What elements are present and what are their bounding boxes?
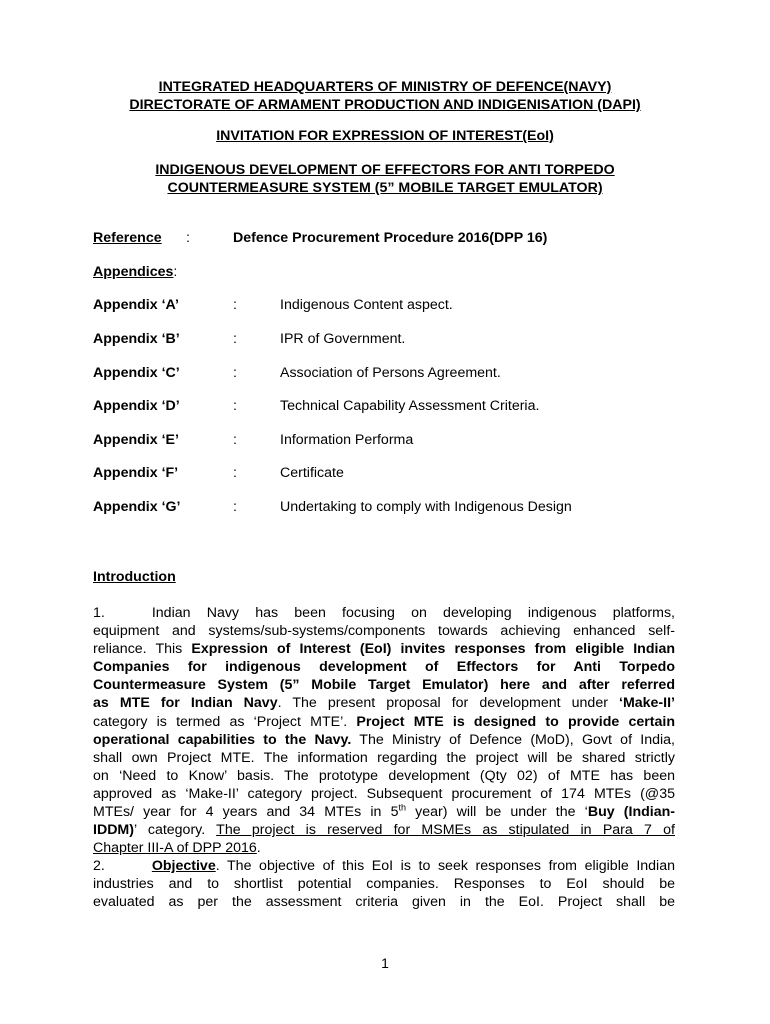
paragraph-line: reliance. This Expression of Interest (EoI) invites responses from eligible Indian — [93, 641, 675, 658]
paragraph-line: operational capabilities to the Navy. The Ministry of Defence (MoD), Govt of India, — [93, 731, 675, 748]
appendix-colon: : — [233, 398, 237, 414]
appendix-desc: IPR of Government. — [280, 331, 406, 347]
paragraph-line: 2. Objective. The objective of this EoI is to seek responses from eligible Indian — [93, 858, 675, 874]
appendix-name: Appendix ‘F’ — [93, 465, 179, 481]
introduction-heading: Introduction — [93, 569, 176, 585]
appendix-desc: Association of Persons Agreement. — [280, 365, 501, 381]
appendix-desc: Technical Capability Assessment Criteria. — [280, 398, 540, 414]
paragraph-line: approved as ‘Make-II’ category project. Subsequent procurement of 174 MTEs (@35 — [93, 785, 675, 802]
reference-value: Defence Procurement Procedure 2016(DPP 16) — [233, 230, 548, 246]
paragraph-number: 2. — [93, 858, 105, 874]
page-number: 1 — [381, 955, 389, 971]
paragraph-line: evaluated as per the assessment criteria given in the EoI. Project shall be — [93, 894, 675, 911]
header-line-2: DIRECTORATE OF ARMAMENT PRODUCTION AND INDIGENISATION (DAPI) — [129, 97, 641, 113]
appendix-colon: : — [233, 297, 237, 313]
paragraph-line: as MTE for Indian Navy. The present proposal for development under ‘Make-II’ — [93, 695, 675, 712]
appendix-name: Appendix ‘A’ — [93, 297, 179, 313]
paragraph-line: on ‘Need to Know’ basis. The prototype development (Qty 02) of MTE has been — [93, 767, 675, 784]
appendix-colon: : — [233, 331, 237, 347]
appendix-name: Appendix ‘B’ — [93, 331, 180, 347]
paragraph-line: category is termed as ‘Project MTE’. Project MTE is designed to provide certain — [93, 713, 675, 730]
appendix-desc: Certificate — [280, 465, 344, 481]
paragraph-line: shall own Project MTE. The information regarding the project will be shared strictly — [93, 749, 675, 766]
paragraph-number: 1. — [93, 605, 105, 621]
paragraph-line: 1. Indian Navy has been focusing on developing indigenous platforms, — [93, 605, 675, 621]
paragraph-line: Countermeasure System (5” Mobile Target Emulator) here and after referred — [93, 677, 675, 694]
appendices-colon: : — [173, 264, 178, 280]
paragraph-line: Chapter III-A of DPP 2016. — [93, 840, 261, 857]
paragraph-line: industries and to shortlist potential companies. Responses to EoI should be — [93, 876, 675, 893]
appendix-name: Appendix ‘C’ — [93, 365, 180, 381]
appendices-label: Appendices — [93, 264, 174, 280]
header-line-3: INVITATION FOR EXPRESSION OF INTEREST(EoI) — [216, 128, 554, 144]
header-line-4: INDIGENOUS DEVELOPMENT OF EFFECTORS FOR ANTI TORPEDO — [155, 162, 615, 178]
appendix-name: Appendix ‘G’ — [93, 499, 181, 515]
header-line-1: INTEGRATED HEADQUARTERS OF MINISTRY OF DEFENCE(NAVY) — [158, 79, 612, 95]
paragraph-line: IDDM)’ category. The project is reserved for MSMEs as stipulated in Para 7 of — [93, 822, 675, 839]
appendix-desc: Indigenous Content aspect. — [280, 297, 453, 313]
appendix-colon: : — [233, 432, 237, 448]
reference-colon: : — [186, 230, 190, 246]
paragraph-line: equipment and systems/sub-systems/components towards achieving enhanced self- — [93, 623, 675, 640]
appendix-colon: : — [233, 499, 237, 515]
reference-label: Reference — [93, 230, 162, 246]
appendices-heading — [93, 263, 177, 281]
appendix-name: Appendix ‘E’ — [93, 432, 179, 448]
paragraph-line: MTEs/ year for 4 years and 34 MTEs in 5th year) will be under the ‘Buy (Indian- — [93, 802, 675, 821]
appendix-colon: : — [233, 465, 237, 481]
objective-heading: Objective — [151, 858, 216, 874]
paragraph-2 — [93, 857, 675, 911]
appendix-desc: Undertaking to comply with Indigenous Design — [280, 499, 572, 515]
appendix-name: Appendix ‘D’ — [93, 398, 180, 414]
appendix-colon: : — [233, 365, 237, 381]
header-line-5: COUNTERMEASURE SYSTEM (5” MOBILE TARGET EMULATOR) — [167, 180, 603, 196]
paragraph-line: Companies for indigenous development of Effectors for Anti Torpedo — [93, 659, 675, 676]
appendix-desc: Information Performa — [280, 432, 414, 448]
paragraph-1 — [93, 604, 675, 857]
